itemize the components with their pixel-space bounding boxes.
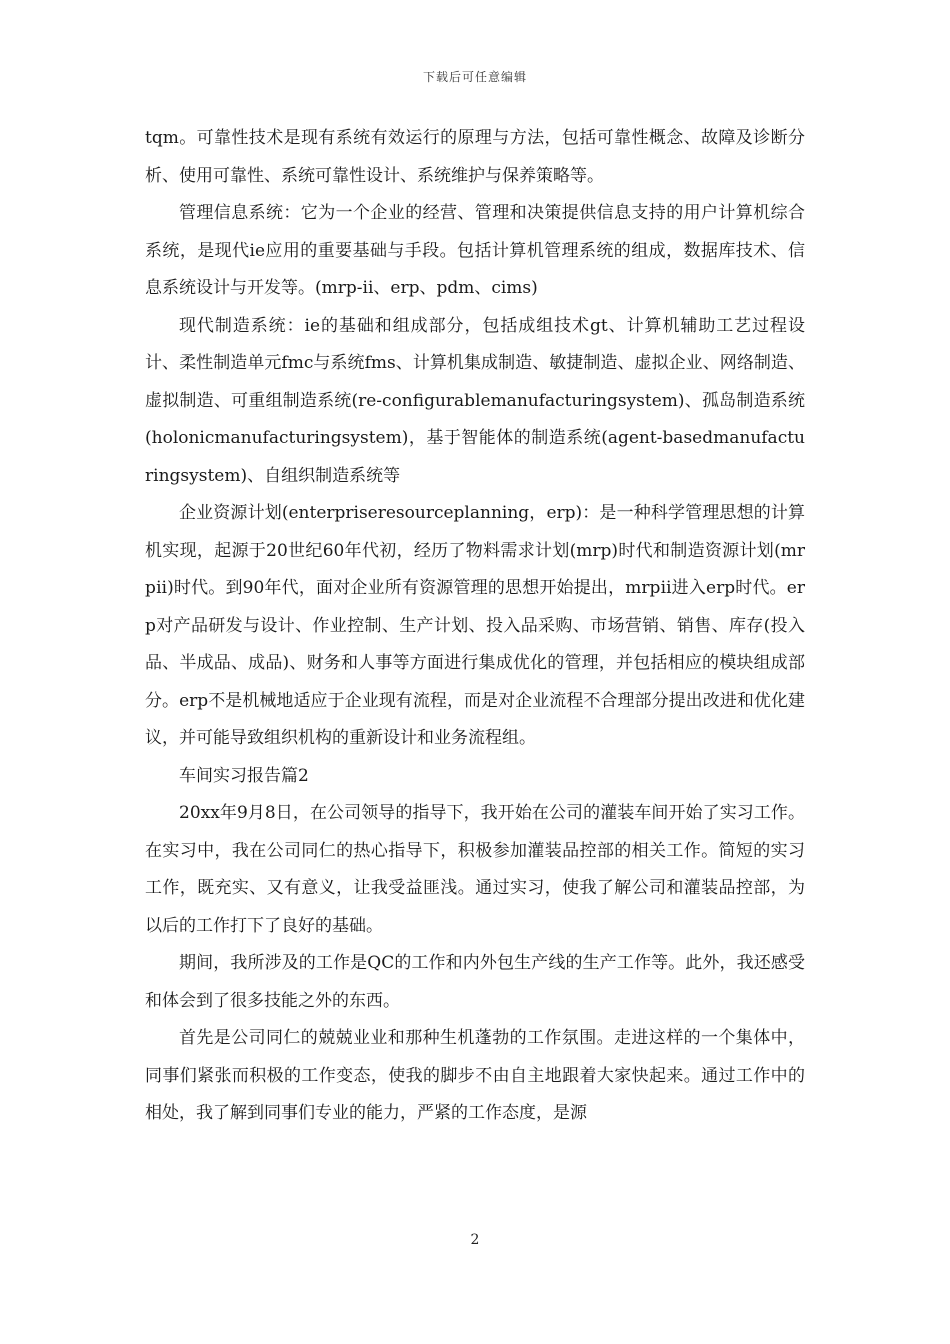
section-heading: 车间实习报告篇2 <box>179 765 309 786</box>
paragraph-7: 期间，我所涉及的工作是QC的工作和内外包生产线的生产工作等。此外，我还感受和体会到了很多技能之外的东西。 <box>145 953 805 1011</box>
page-number: 2 <box>470 1232 480 1248</box>
paragraph-8: 首先是公司同仁的兢兢业业和那种生机蓬勃的工作氛围。走进这样的一个集体中，同事们紧张而积极的工作变态，使我的脚步不由自主地跟着大家快起来。通过工作中的相处，我了解到同事们专业的能力，严紧的工作态度，是源 <box>145 1028 805 1123</box>
paragraph-4: 企业资源计划(enterpriseresourceplanning，erp)：是一种科学管理思想的计算机实现，起源于20世纪60年代初，经历了物料需求计划(mrp)时代和制造资源计划(mrpⅱ)时代。到90年代，面对企业所有资源管理的思想开始提出，mrpⅱ进入erp时代。erp对产品研发与设计、作业控制、生产计划、投入品采购、市场营销、销售、库存(投入品、半成品、成品)、财务和人事等方面进行集成优化的管理，并包括相应的模块组成部分。erp不是机械地适应于企业现有流程，而是对企业流程不合理部分提出改进和优化建议，并可能导致组织机构的重新设计和业务流程组。 <box>145 503 805 748</box>
page-header: 下载后可任意编辑 <box>422 70 527 84</box>
paragraph-3: 现代制造系统：ie的基础和组成部分，包括成组技术gt、计算机辅助工艺过程设计、柔性制造单元fmc与系统fms、计算机集成制造、敏捷制造、虚拟企业、网络制造、虚拟制造、可重组制造系统(re-configurablemanufacturingsystem)、孤岛制造系统(holonicmanufacturingsystem)，基于智能体的制造系统(agent-basedmanufacturingsystem)、自组织制造系统等 <box>145 315 805 486</box>
paragraph-6: 20xx年9月8日，在公司领导的指导下，我开始在公司的灌装车间开始了实习工作。在实习中，我在公司同仁的热心指导下，积极参加灌装品控部的相关工作。简短的实习工作，既充实、又有意义，让我受益匪浅。通过实习，使我了解公司和灌装品控部，为以后的工作打下了良好的基础。 <box>145 803 805 936</box>
paragraph-2: 管理信息系统：它为一个企业的经营、管理和决策提供信息支持的用户计算机综合系统，是现代ie应用的重要基础与手段。包括计算机管理系统的组成，数据库技术、信息系统设计与开发等。(mrp-ii、erp、pdm、cims) <box>145 203 805 298</box>
document-body <box>145 120 805 1133</box>
paragraph-1: tqm。可靠性技术是现有系统有效运行的原理与方法，包括可靠性概念、故障及诊断分析、使用可靠性、系统可靠性设计、系统维护与保养策略等。 <box>145 128 805 186</box>
